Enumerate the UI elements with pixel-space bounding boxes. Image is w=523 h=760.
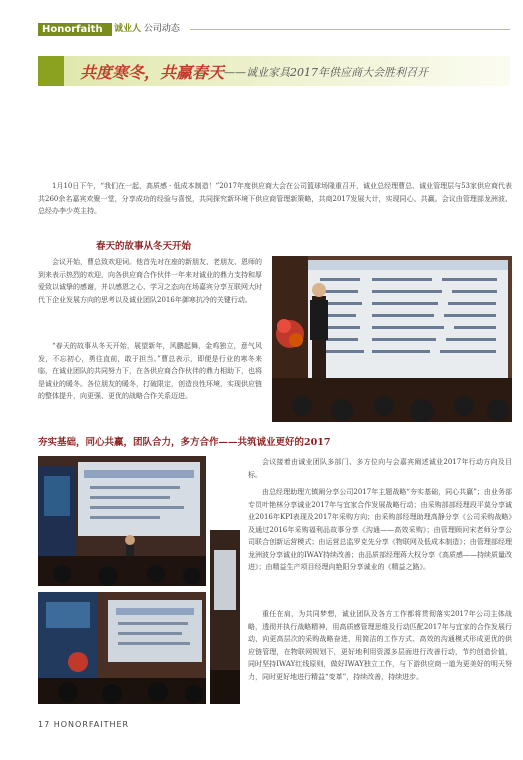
brand-logo: Honorfaith — [38, 23, 112, 36]
section-label — [114, 23, 180, 36]
photo-presentation-stage — [38, 456, 206, 586]
section2-paragraph-2: 由总经理助理亢镇阐分享公司2017年主题战略“夯实基础，同心共赢”；由业务部专员叶艳林分享诚业2017年与宜家合作发展战略行动；由采购部部经理段平莫分享诚业2016年KPI表现及2017年采购方向；由采购部经理助理高静分享《公司采购战略》及通过2016年采购福利品故事分享《沟通——高效采购》；由管理顾问宋老师分享公司联合创新运营模式；由运营总监罗克先分享《物联网及低成本制造》；由管理部经理龙洲波分享诚业的IWAY持续改善；由品质部经理蒋大权分享《高质感——持续质量改进》；由精益生产项目经理向艳阳分享诚业的《精益之路》。 — [248, 488, 513, 571]
article-title: 共度寒冬，共赢春天 — [80, 63, 225, 82]
photo-strip — [210, 530, 240, 704]
section2-paragraph-1: 会议接着由诚业团队多部门、多方位向与会嘉宾阐述诚业2017年行动方向及目标。 — [248, 458, 512, 479]
magazine-name: HONORFAITHER — [53, 720, 130, 729]
section1-paragraph-2: “春天的故事从冬天开始，展望新年，风鹏起舞，金鸡独立，意气风发，不忘初心，勇往直前，敢于担当。”曹总表示，即便是行业的寒冬来临，在诚业团队的共同努力下，在各供应商合作伙伴的鼎力相助下，也将是诚业的暖冬。各位朋友的暖冬，打破限定，创造良性环境，实现供应链的整体提升，向更强、更优的战略合作关系迈进。 — [38, 342, 262, 400]
photo-audience — [38, 592, 206, 704]
page-footer — [38, 720, 129, 729]
section1-heading: 春天的故事从冬天开始 — [96, 241, 192, 252]
section2-heading: 夯实基础，同心共赢，团队合力，多方合作——共筑诚业更好的2017 — [38, 437, 331, 448]
page-number: 17 — [38, 720, 51, 729]
article-subtitle: ——诚业家具2017年供应商大会胜利召开 — [224, 66, 428, 79]
section-label-a: 诚业人 — [114, 24, 142, 34]
title-tab — [38, 56, 64, 86]
section1-paragraph-1: 会议开始，曹总致欢迎词。他首先对在座的新朋友、老朋友、恩师的到来表示热烈的欢迎，向各供应商合作伙伴一年来对诚业的鼎力支持和厚爱致以诚挚的感谢，并以感恩之心、学习之态向在场嘉宾分享互联网大时代下企业发展方向的思考以及诚业团队2016年御寒抗冷的关键行动。 — [38, 258, 262, 304]
section-label-b: 公司动态 — [143, 24, 180, 34]
photo-speaker — [272, 256, 512, 422]
intro-paragraph: 1月10日下午，“我们在一起，高质感 · 低成本制造！”2017年度供应商大会在公司篮球场隆重召开，诚业总经理曹总、诚业管理层与53家供应商代表共260余名嘉宾欢聚一堂，分享成功的经验与喜悦，共同探究新环境下供应商管理新策略，共商2017发展大计，实现同心、共赢。会议由管理部龙洲波、总经办李少英主持。 — [38, 182, 512, 215]
section2-paragraph-3: 重任在肩，为共同梦想，诚业团队及各方工作都将贯彻落实2017年公司主体战略，透彻并执行战略精神，用高质感管理思维及行动匹配2017年与宜家的合作发展行动，向更高层次的采购战略奋进，用简洁的工作方式、高效的沟通模式形成更优的供应链管理，在物联网规划下，更好地利用资源多层面进行改善行动，节约创造价值，同时坚持IWAY红线原则，做好IWAY独立工作，与下游供应商一道为更美好的明天努力，同时更好地进行精益“变革”，持续改善，持续进步。 — [248, 610, 512, 681]
header-rule — [190, 29, 510, 30]
